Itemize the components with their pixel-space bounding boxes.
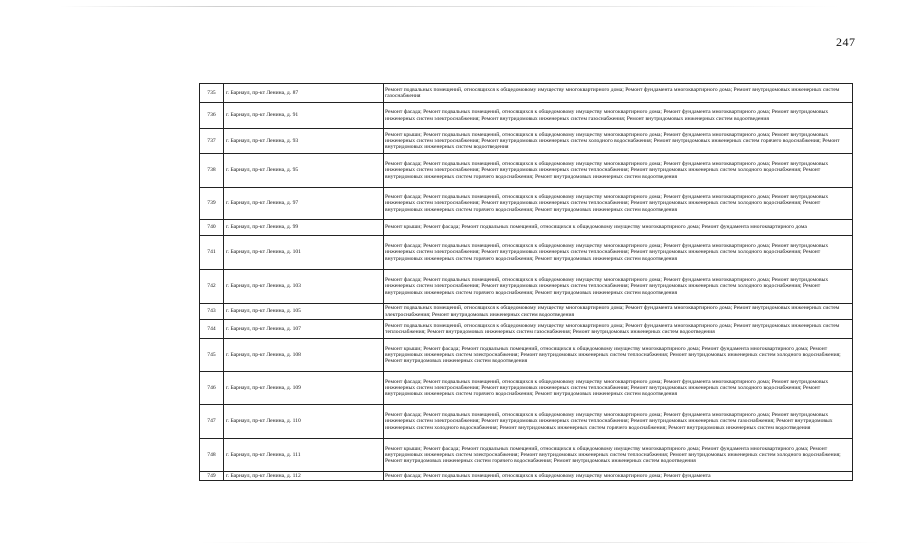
- row-address: г. Барнаул, пр-кт Ленина, д. 108: [224, 339, 384, 372]
- row-works: Ремонт подвальных помещений, относящихся к общедомовому имуществу многоквартирного дома; Ремонт фундамента многоквартирного дома; Ремонт внутридомовых инженерных систем газоснабжения: [384, 84, 853, 103]
- row-number: 744: [200, 320, 224, 339]
- table-row: [200, 372, 853, 405]
- table-row: [200, 103, 853, 129]
- table-row: [200, 236, 853, 270]
- row-number: 735: [200, 84, 224, 103]
- table-row: [200, 154, 853, 188]
- row-address: г. Барнаул, пр-кт Ленина, д. 109: [224, 372, 384, 405]
- row-number: 749: [200, 472, 224, 481]
- scan-edge-top: [60, 6, 840, 7]
- row-address: г. Барнаул, пр-кт Ленина, д. 93: [224, 129, 384, 154]
- row-number: 741: [200, 236, 224, 270]
- row-number: 738: [200, 154, 224, 188]
- page-number: 247: [836, 35, 856, 49]
- row-number: 748: [200, 439, 224, 472]
- row-works: Ремонт фасада; Ремонт подвальных помещений, относящихся к общедомовому имуществу многоквартирного дома; Ремонт фундамента многоквартирного дома; Ремонт внутридомовых инженерных систем электроснабжения; Ремонт внутридомовых инженерных систем теплоснабжения; Ремонт внутридомовых инженерных систем холодного водоснабжения; Ремонт внутридомовых инженерных систем горячего водоснабжения; Ремонт внутридомовых инженерных систем водоотведения: [384, 236, 853, 270]
- table-row: [200, 320, 853, 339]
- row-number: 742: [200, 270, 224, 304]
- table-row: [200, 304, 853, 320]
- scan-edge-bottom: [200, 542, 880, 543]
- row-address: г. Барнаул, пр-кт Ленина, д. 111: [224, 439, 384, 472]
- row-address: г. Барнаул, пр-кт Ленина, д. 107: [224, 320, 384, 339]
- row-number: 740: [200, 220, 224, 236]
- row-works: Ремонт подвальных помещений, относящихся к общедомовому имуществу многоквартирного дома; Ремонт фундамента многоквартирного дома; Ремонт внутридомовых инженерных систем теплоснабжения; Ремонт внутридомовых инженерных систем газоснабжения; Ремонт внутридомовых инженерных систем водоотведения: [384, 320, 853, 339]
- row-address: г. Барнаул, пр-кт Ленина, д. 112: [224, 472, 384, 481]
- table-row: [200, 339, 853, 372]
- row-works: Ремонт фасада; Ремонт подвальных помещений, относящихся к общедомовому имуществу многоквартирного дома; Ремонт фундамента многоквартирного дома; Ремонт внутридомовых инженерных систем электроснабжения; Ремонт внутридомовых инженерных систем теплоснабжения; Ремонт внутридомовых инженерных систем холодного водоснабжения; Ремонт внутридомовых инженерных систем горячего водоснабжения; Ремонт внутридомовых инженерных систем водоотведения: [384, 372, 853, 405]
- row-number: 745: [200, 339, 224, 372]
- row-works: Ремонт фасада; Ремонт подвальных помещений, относящихся к общедомовому имуществу многоквартирного дома; Ремонт фундамента многоквартирного дома; Ремонт внутридомовых инженерных систем электроснабжения; Ремонт внутридомовых инженерных систем теплоснабжения; Ремонт внутридомовых инженерных систем холодного водоснабжения; Ремонт внутридомовых инженерных систем горячего водоснабжения; Ремонт внутридомовых инженерных систем водоотведения: [384, 188, 853, 220]
- row-works: Ремонт подвальных помещений, относящихся к общедомовому имуществу многоквартирного дома; Ремонт фундамента многоквартирного дома; Ремонт внутридомовых инженерных систем электроснабжения; Ремонт внутридомовых инженерных систем водоотведения: [384, 304, 853, 320]
- row-address: г. Барнаул, пр-кт Ленина, д. 95: [224, 154, 384, 188]
- row-works: Ремонт фасада; Ремонт подвальных помещений, относящихся к общедомовому имуществу многоквартирного дома; Ремонт фундамента: [384, 472, 853, 481]
- row-address: г. Барнаул, пр-кт Ленина, д. 97: [224, 188, 384, 220]
- row-works: Ремонт крыши; Ремонт фасада; Ремонт подвальных помещений, относящихся к общедомовому имуществу многоквартирного дома; Ремонт фундамента многоквартирного дома; Ремонт внутридомовых инженерных систем электроснабжения; Ремонт внутридомовых инженерных систем теплоснабжения; Ремонт внутридомовых инженерных систем холодного водоснабжения; Ремонт внутридомовых инженерных систем водоотведения: [384, 339, 853, 372]
- row-works: Ремонт фасада; Ремонт подвальных помещений, относящихся к общедомовому имуществу многоквартирного дома; Ремонт фундамента многоквартирного дома; Ремонт внутридомовых инженерных систем электроснабжения; Ремонт внутридомовых инженерных систем теплоснабжения; Ремонт внутридомовых инженерных систем газоснабжения; Ремонт внутридомовых инженерных систем холодного водоснабжения; Ремонт внутридомовых инженерных систем горячего водоснабжения; Ремонт внутридомовых инженерных систем водоотведения: [384, 405, 853, 439]
- row-address: г. Барнаул, пр-кт Ленина, д. 110: [224, 405, 384, 439]
- table-row: [200, 84, 853, 103]
- row-works: Ремонт фасада; Ремонт подвальных помещений, относящихся к общедомовому имуществу многоквартирного дома; Ремонт фундамента многоквартирного дома; Ремонт внутридомовых инженерных систем электроснабжения; Ремонт внутридомовых инженерных систем теплоснабжения; Ремонт внутридомовых инженерных систем холодного водоснабжения; Ремонт внутридомовых инженерных систем горячего водоснабжения; Ремонт внутридомовых инженерных систем водоотведения: [384, 154, 853, 188]
- row-address: г. Барнаул, пр-кт Ленина, д. 105: [224, 304, 384, 320]
- row-works: Ремонт фасада; Ремонт подвальных помещений, относящихся к общедомовому имуществу многоквартирного дома; Ремонт фундамента многоквартирного дома; Ремонт внутридомовых инженерных систем электроснабжения; Ремонт внутридомовых инженерных систем теплоснабжения; Ремонт внутридомовых инженерных систем холодного водоснабжения; Ремонт внутридомовых инженерных систем горячего водоснабжения; Ремонт внутридомовых инженерных систем водоотведения: [384, 270, 853, 304]
- table-row: [200, 188, 853, 220]
- row-number: 746: [200, 372, 224, 405]
- repair-register-table: [199, 83, 853, 481]
- row-address: г. Барнаул, пр-кт Ленина, д. 91: [224, 103, 384, 129]
- row-works: Ремонт крыши; Ремонт фасада; Ремонт подвальных помещений, относящихся к общедомовому имуществу многоквартирного дома; Ремонт фундамента многоквартирного дома; Ремонт внутридомовых инженерных систем электроснабжения; Ремонт внутридомовых инженерных систем теплоснабжения; Ремонт внутридомовых инженерных систем холодного водоснабжения; Ремонт внутридомовых инженерных систем горячего водоснабжения; Ремонт внутридомовых инженерных систем водоотведения: [384, 439, 853, 472]
- table-row: [200, 129, 853, 154]
- row-address: г. Барнаул, пр-кт Ленина, д. 101: [224, 236, 384, 270]
- row-works: Ремонт фасада; Ремонт подвальных помещений, относящихся к общедомовому имуществу многоквартирного дома; Ремонт фундамента многоквартирного дома; Ремонт внутридомовых инженерных систем электроснабжения; Ремонт внутридомовых инженерных систем газоснабжения; Ремонт внутридомовых инженерных систем водоотведения: [384, 103, 853, 129]
- table-row: [200, 472, 853, 481]
- row-number: 739: [200, 188, 224, 220]
- table-row: [200, 405, 853, 439]
- row-number: 736: [200, 103, 224, 129]
- table-row: [200, 220, 853, 236]
- row-address: г. Барнаул, пр-кт Ленина, д. 99: [224, 220, 384, 236]
- table-row: [200, 439, 853, 472]
- row-number: 747: [200, 405, 224, 439]
- row-works: Ремонт крыши; Ремонт фасада; Ремонт подвальных помещений, относящихся к общедомовому имуществу многоквартирного дома; Ремонт фундамента многоквартирного дома: [384, 220, 853, 236]
- row-address: г. Барнаул, пр-кт Ленина, д. 87: [224, 84, 384, 103]
- table-row: [200, 270, 853, 304]
- row-number: 743: [200, 304, 224, 320]
- row-address: г. Барнаул, пр-кт Ленина, д. 103: [224, 270, 384, 304]
- row-works: Ремонт крыши; Ремонт подвальных помещений, относящихся к общедомовому имуществу многоквартирного дома; Ремонт фундамента многоквартирного дома; Ремонт внутридомовых инженерных систем электроснабжения; Ремонт внутридомовых инженерных систем холодного водоснабжения; Ремонт внутридомовых инженерных систем горячего водоснабжения; Ремонт внутридомовых инженерных систем водоотведения: [384, 129, 853, 154]
- row-number: 737: [200, 129, 224, 154]
